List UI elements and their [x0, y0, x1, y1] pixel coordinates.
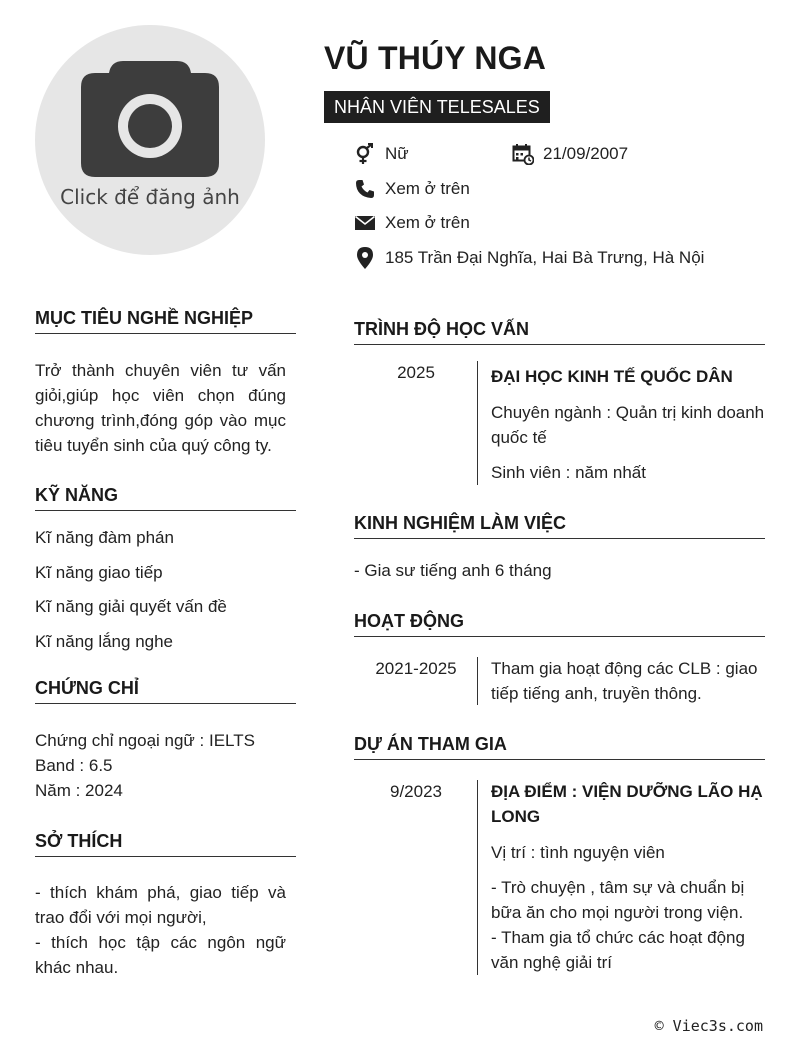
projects-location-line: ĐỊA ĐIỂM : VIỆN DƯỠNG LÃO HẠ — [491, 782, 763, 801]
camera-icon — [81, 59, 219, 177]
projects-location-line: LONG — [491, 807, 541, 826]
birthday-row — [512, 143, 628, 165]
email-row — [354, 212, 470, 234]
projects-heading: DỰ ÁN THAM GIA — [354, 734, 765, 760]
activities-text — [491, 656, 771, 706]
phone-row — [354, 178, 470, 200]
skills-heading: KỸ NĂNG — [35, 485, 296, 511]
email-value: Xem ở trên — [385, 213, 470, 232]
objective-line: Trở thành chuyên viên tư vấn — [35, 361, 286, 380]
projects-role: Vị trí : tình nguyện viên — [491, 843, 665, 862]
gender-value: Nữ — [385, 144, 409, 163]
education-school: ĐẠI HỌC KINH TẾ QUỐC DÂN — [491, 367, 733, 386]
projects-desc-line: văn nghệ giải trí — [491, 953, 612, 972]
education-timeline-bar — [477, 361, 478, 485]
hobby-line: - thích khám phá, giao tiếp và — [35, 883, 286, 902]
skill-item: Kĩ năng giải quyết vấn đề — [35, 597, 227, 616]
phone-icon — [354, 178, 376, 200]
certificate-line: Band : 6.5 — [35, 756, 113, 775]
projects-description — [491, 875, 771, 975]
skill-item: Kĩ năng lắng nghe — [35, 632, 174, 651]
avatar-caption: Click để đăng ảnh — [60, 185, 240, 209]
certificate-line: Năm : 2024 — [35, 781, 123, 800]
projects-location — [491, 779, 771, 829]
projects-desc-line: bữa ăn cho mọi người trong viện. — [491, 903, 744, 922]
job-title-badge: NHÂN VIÊN TELESALES — [324, 91, 550, 123]
projects-date: 9/2023 — [390, 782, 442, 801]
hobbies-heading: SỞ THÍCH — [35, 831, 296, 857]
address-value: 185 Trần Đại Nghĩa, Hai Bà Trưng, Hà Nội — [385, 248, 705, 267]
skill-item: Kĩ năng giao tiếp — [35, 563, 163, 582]
calendar-icon — [512, 143, 534, 165]
certificates-heading: CHỨNG CHỈ — [35, 678, 296, 704]
certificate-line: Chứng chỉ ngoại ngữ : IELTS — [35, 731, 255, 750]
activities-line: tiếp tiếng anh, truyền thông. — [491, 684, 702, 703]
education-status: Sinh viên : năm nhất — [491, 463, 646, 482]
envelope-icon — [354, 212, 376, 234]
projects-timeline-bar — [477, 780, 478, 975]
objective-line: tiêu tuyển sinh của quý công ty. — [35, 436, 272, 455]
education-heading: TRÌNH ĐỘ HỌC VẤN — [354, 319, 765, 345]
phone-value: Xem ở trên — [385, 179, 470, 198]
gender-icon — [354, 143, 376, 165]
hobby-line: trao đổi với mọi người, — [35, 908, 207, 927]
certificates-text — [35, 728, 255, 803]
objective-line: giỏi,giúp học viên chọn đúng — [35, 386, 286, 405]
hobby-line: - thích học tập các ngôn ngữ — [35, 933, 286, 952]
experience-item: - Gia sư tiếng anh 6 tháng — [354, 561, 552, 580]
education-major — [491, 400, 771, 450]
projects-desc-line: - Tham gia tổ chức các hoạt động — [491, 928, 745, 947]
skill-item: Kĩ năng đàm phán — [35, 528, 174, 547]
objective-text — [35, 358, 286, 458]
objective-heading: MỤC TIÊU NGHỀ NGHIỆP — [35, 308, 296, 334]
gender-row — [354, 143, 409, 165]
hobby-line: khác nhau. — [35, 958, 119, 977]
activities-line: Tham gia hoạt động các CLB : giao — [491, 659, 758, 678]
footer-copyright: © Viec3s.com — [654, 1017, 763, 1035]
projects-desc-line: - Trò chuyện , tâm sự và chuẩn bị — [491, 878, 745, 897]
address-row — [354, 247, 704, 269]
birthday-value: 21/09/2007 — [543, 144, 629, 163]
activities-heading: HOẠT ĐỘNG — [354, 611, 765, 637]
education-major-line: Chuyên ngành : Quản trị kinh doanh — [491, 403, 765, 422]
activities-date: 2021-2025 — [375, 659, 457, 678]
activities-timeline-bar — [477, 657, 478, 705]
experience-heading: KINH NGHIỆM LÀM VIỆC — [354, 513, 765, 539]
avatar-upload[interactable] — [35, 25, 265, 255]
education-major-line: quốc tế — [491, 428, 547, 447]
candidate-name: VŨ THÚY NGA — [324, 40, 547, 76]
hobbies-text — [35, 880, 286, 980]
location-pin-icon — [354, 247, 376, 269]
education-date: 2025 — [397, 363, 435, 382]
objective-line: chương trình,đóng góp vào mục — [35, 411, 286, 430]
